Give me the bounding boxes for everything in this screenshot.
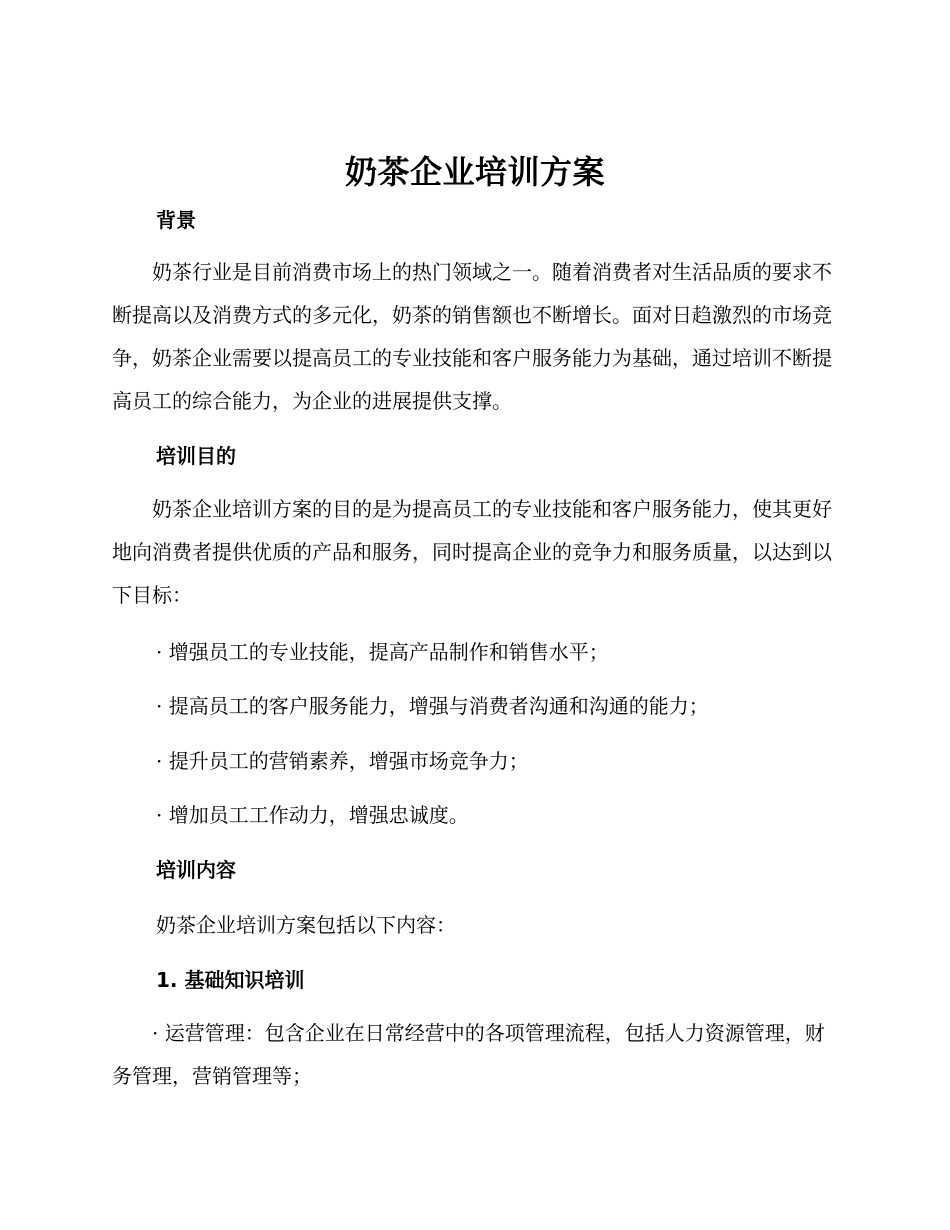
section-heading-purpose: 培训目的 [156, 444, 236, 468]
subsection-heading-basic-training: 1. 基础知识培训 [156, 968, 305, 992]
goal-item-4: · 增加员工工作动力，增强忠诚度。 [156, 803, 469, 827]
goal-item-3: · 提升员工的营销素养，增强市场竞争力； [156, 749, 529, 773]
content-item-operations: · 运营管理：包含企业在日常经营中的各项管理流程，包括人力资源管理，财务管理，营销管理等； [112, 1021, 825, 1088]
content-intro: 奶茶企业培训方案包括以下内容： [156, 913, 456, 937]
purpose-paragraph: 奶茶企业培训方案的目的是为提高员工的专业技能和客户服务能力，使其更好地向消费者提供优质的产品和服务，同时提高企业的竞争力和服务质量，以达到以下目标： [112, 497, 832, 607]
document-title: 奶茶企业培训方案 [344, 153, 605, 191]
goal-item-2: · 提高员工的客户服务能力，增强与消费者沟通和沟通的能力； [156, 694, 709, 718]
background-paragraph: 奶茶行业是目前消费市场上的热门领域之一。随着消费者对生活品质的要求不断提高以及消费方式的多元化，奶茶的销售额也不断增长。面对日趋激烈的市场竞争，奶茶企业需要以提高员工的专业技能和客户服务能力为基础，通过培训不断提高员工的综合能力，为企业的进展提供支撑。 [112, 260, 832, 413]
section-heading-background: 背景 [156, 208, 196, 232]
goal-item-1: · 增强员工的专业技能，提高产品制作和销售水平； [156, 640, 609, 664]
section-heading-content: 培训内容 [156, 858, 236, 882]
